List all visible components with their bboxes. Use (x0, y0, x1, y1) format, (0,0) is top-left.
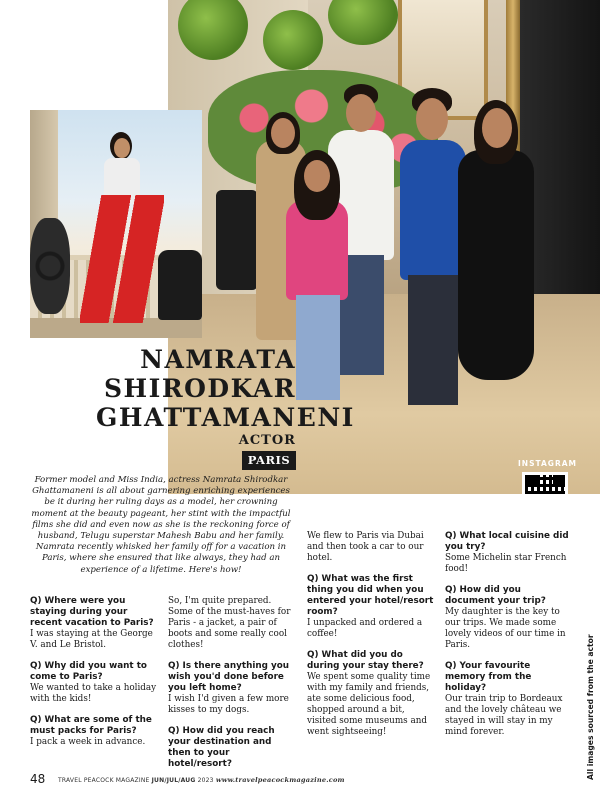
page-footer (0, 770, 600, 792)
answer: We wanted to take a holiday with the kids! (30, 683, 157, 704)
question: Q) What local cuisine did you try? (445, 531, 569, 552)
qa-item (445, 531, 573, 575)
inset-photo (30, 110, 202, 338)
title-line: NAMRATA (140, 345, 296, 374)
answer: I was staying at the George V. and Le Bristol. (30, 629, 153, 650)
answer: My daughter is the key to our trips. We made some lovely videos of our time in Paris. (445, 607, 566, 650)
photo-credit-text: All images sourced from the actor (586, 634, 595, 780)
person-son (400, 140, 466, 280)
inset-person-head (114, 138, 130, 158)
page-number: 48 (30, 772, 46, 786)
qa-item (168, 661, 296, 716)
question: Q) What did you do during your stay there? (307, 650, 424, 671)
footer-website[interactable]: www.travelpeacockmagazine.com (215, 776, 345, 784)
column-4 (445, 531, 573, 748)
answer: We spent some quality time with my family and friends, ate some delicious food, shopped around a bit, visited some museums and went sightseeing! (307, 672, 431, 737)
footer-year: 2023 (197, 777, 214, 784)
question: Q) Why did you want to come to Paris? (30, 661, 147, 682)
footer-issue: JUN/JUL/AUG (151, 777, 196, 784)
answer: Our train trip to Bordeaux and the lovely château we stayed in will stay in my mind forever. (445, 694, 563, 737)
inset-person-trousers (80, 195, 164, 323)
answer-continued: We flew to Paris via Dubai and then took a car to our hotel. (307, 531, 424, 563)
title-line: SHIRODKAR (104, 374, 296, 403)
inset-pot (158, 250, 202, 320)
photo-vase (216, 190, 258, 290)
answer-continued: So, I'm quite prepared. Some of the must-haves for Paris - a jacket, a pair of boots and some really cool clothes! (168, 596, 291, 650)
footer-magazine-name: TRAVEL PEACOCK MAGAZINE (58, 777, 150, 784)
qa-item (445, 661, 573, 738)
qa-item (307, 650, 435, 738)
title-line: GHATTAMANENI (96, 403, 355, 432)
person-friend (458, 150, 534, 380)
question: Q) How did you document your trip? (445, 585, 546, 606)
photo-tree (328, 0, 398, 45)
question: Q) What are some of the must packs for Paris? (30, 715, 152, 736)
qa-item (307, 574, 435, 640)
qa-item (30, 661, 158, 705)
photo-credit (576, 630, 596, 780)
article-title (96, 345, 355, 432)
qa-item (168, 726, 296, 770)
column-1 (30, 596, 158, 758)
qa-item (445, 585, 573, 651)
question: Q) Your favourite memory from the holiday? (445, 661, 532, 693)
person-head (271, 118, 295, 148)
photo-tree (263, 10, 323, 70)
question: Q) What was the first thing you did when you entered your hotel/resort room? (307, 574, 434, 617)
article-role: ACTOR (238, 433, 296, 448)
qa-item (30, 596, 158, 651)
instagram-label: INSTAGRAM (518, 459, 578, 468)
person-head (346, 94, 376, 132)
inset-chair (30, 218, 70, 314)
person-daughter-jeans (296, 295, 340, 400)
answer: I unpacked and ordered a coffee! (307, 618, 423, 639)
column-3 (307, 531, 435, 748)
answer: I wish I'd given a few more kisses to my dogs. (168, 694, 289, 715)
question: Q) How did you reach your destination and then to your hotel/resort? (168, 726, 275, 769)
person-head (482, 108, 512, 148)
person-head (416, 98, 448, 140)
qa-item (30, 715, 158, 748)
person-son-jeans (408, 275, 458, 405)
question: Q) Is there anything you wish you'd done before you left home? (168, 661, 290, 693)
instagram-qr-code[interactable] (522, 472, 568, 494)
column-2 (168, 596, 296, 780)
city-badge: PARIS (242, 451, 296, 470)
footer-magazine (58, 776, 345, 784)
person-head (304, 160, 330, 192)
answer: Some Michelin star French food! (445, 553, 567, 574)
question: Q) Where were you staying during your recent vacation to Paris? (30, 596, 154, 628)
answer: I pack a week in advance. (30, 737, 146, 747)
article-intro: Former model and Miss India, actress Namrata Shirodkar Ghattamaneni is all about garnering enriching experiences be it during her ruling days as a model, her crowning moment at the beauty pageant, her stint with the impactful films she did and even now as she is the reckoning force of husband, Telugu superstar Mahesh Babu and her family. Namrata recently whisked her family off for a vacation in Paris, where she ensured that like always, they had an experience of a lifetime. Here's how! (31, 475, 291, 575)
